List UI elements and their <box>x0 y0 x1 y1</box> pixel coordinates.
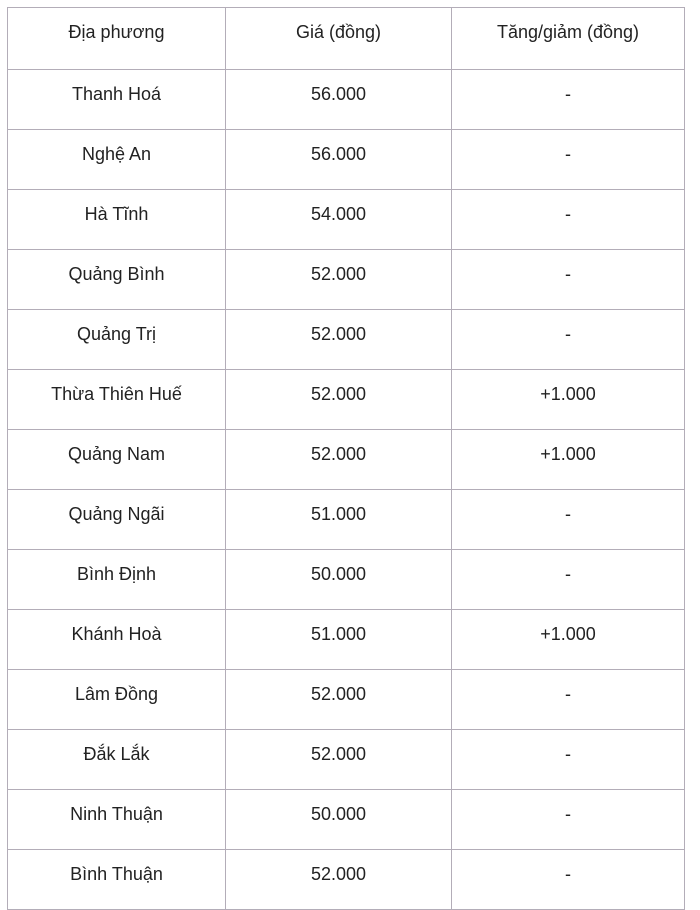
change-cell: - <box>452 490 685 550</box>
table-row <box>8 190 685 250</box>
change-cell: - <box>452 310 685 370</box>
region-cell: Quảng Nam <box>8 430 226 490</box>
price-cell: 52.000 <box>226 370 452 430</box>
price-cell: 56.000 <box>226 130 452 190</box>
price-cell: 51.000 <box>226 610 452 670</box>
price-table <box>7 7 685 910</box>
change-cell: - <box>452 670 685 730</box>
table-row <box>8 250 685 310</box>
region-cell: Quảng Ngãi <box>8 490 226 550</box>
change-cell: - <box>452 130 685 190</box>
price-cell: 50.000 <box>226 550 452 610</box>
table-row <box>8 610 685 670</box>
price-cell: 52.000 <box>226 670 452 730</box>
price-cell: 52.000 <box>226 250 452 310</box>
table-header <box>8 8 685 70</box>
change-cell: - <box>452 550 685 610</box>
table-row <box>8 130 685 190</box>
region-cell: Ninh Thuận <box>8 790 226 850</box>
region-cell: Nghệ An <box>8 130 226 190</box>
region-cell: Thanh Hoá <box>8 70 226 130</box>
region-cell: Lâm Đồng <box>8 670 226 730</box>
table-row <box>8 430 685 490</box>
region-cell: Đắk Lắk <box>8 730 226 790</box>
table-row <box>8 850 685 910</box>
region-cell: Bình Định <box>8 550 226 610</box>
table-row <box>8 730 685 790</box>
region-cell: Hà Tĩnh <box>8 190 226 250</box>
region-cell: Khánh Hoà <box>8 610 226 670</box>
table-row <box>8 310 685 370</box>
change-cell: - <box>452 250 685 310</box>
region-cell: Quảng Bình <box>8 250 226 310</box>
price-cell: 54.000 <box>226 190 452 250</box>
change-cell: - <box>452 730 685 790</box>
change-cell: +1.000 <box>452 370 685 430</box>
change-cell: - <box>452 790 685 850</box>
header-region: Địa phương <box>8 8 226 70</box>
price-cell: 56.000 <box>226 70 452 130</box>
region-cell: Thừa Thiên Huế <box>8 370 226 430</box>
change-cell: - <box>452 850 685 910</box>
table-row <box>8 70 685 130</box>
table-row <box>8 550 685 610</box>
price-cell: 52.000 <box>226 850 452 910</box>
region-cell: Quảng Trị <box>8 310 226 370</box>
table-row <box>8 370 685 430</box>
change-cell: - <box>452 190 685 250</box>
table-body <box>8 70 685 910</box>
header-change: Tăng/giảm (đồng) <box>452 8 685 70</box>
table-row <box>8 670 685 730</box>
price-cell: 51.000 <box>226 490 452 550</box>
region-cell: Bình Thuận <box>8 850 226 910</box>
price-cell: 50.000 <box>226 790 452 850</box>
change-cell: +1.000 <box>452 610 685 670</box>
header-row <box>8 8 685 70</box>
table-row <box>8 490 685 550</box>
table-row <box>8 790 685 850</box>
header-price: Giá (đồng) <box>226 8 452 70</box>
price-cell: 52.000 <box>226 430 452 490</box>
price-cell: 52.000 <box>226 730 452 790</box>
change-cell: - <box>452 70 685 130</box>
change-cell: +1.000 <box>452 430 685 490</box>
price-cell: 52.000 <box>226 310 452 370</box>
